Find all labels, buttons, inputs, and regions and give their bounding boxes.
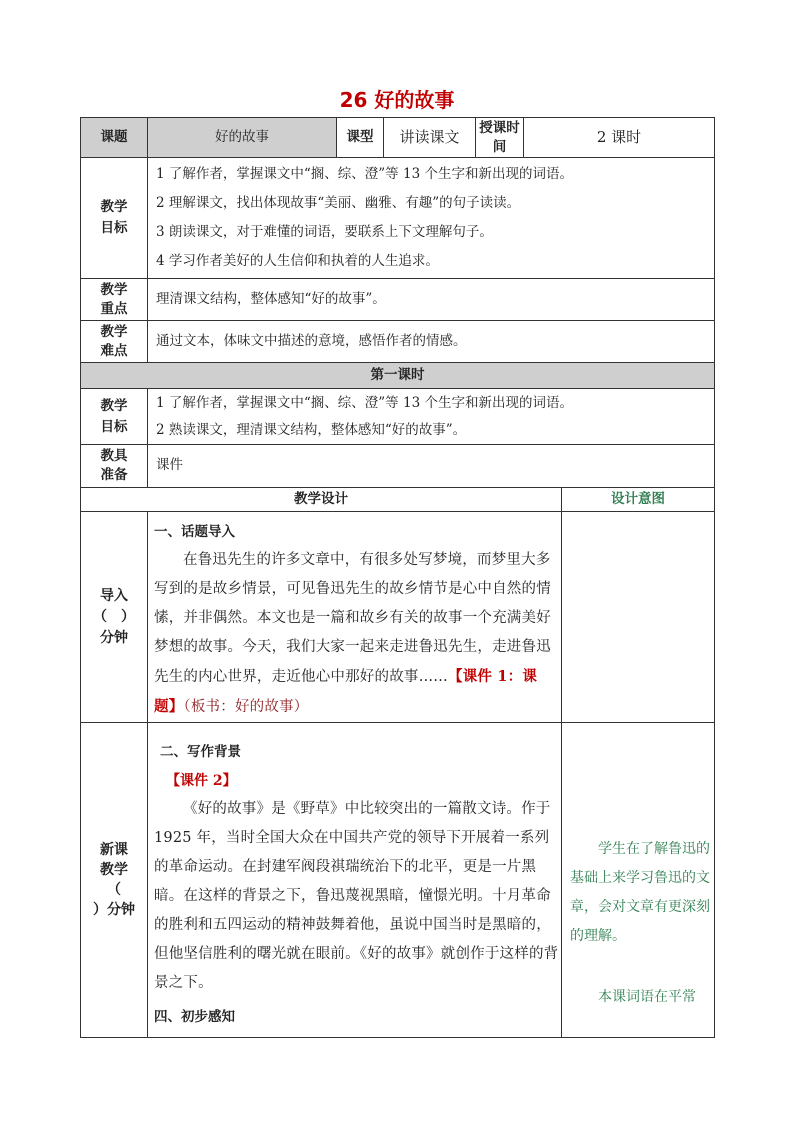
design-label: 教学设计 (81, 488, 562, 512)
intent-label: 设计意图 (562, 488, 715, 512)
new-lesson-label (81, 723, 148, 1038)
lesson-objectives-row (81, 389, 715, 445)
courseware-tag: 【课件 1：课题】 (154, 668, 538, 715)
intent-text: 学生在了解鲁迅的基础上来学习鲁迅的文章，会对文章有更深刻的理解。 (570, 841, 710, 944)
intro-paragraph (154, 546, 557, 722)
tools-row (81, 445, 715, 488)
tools-label: 教具准备 (81, 445, 148, 488)
key-points-label: 教学重点 (81, 279, 148, 321)
new-lesson-row (81, 723, 715, 1038)
courseware-tag: 【课件 2】 (166, 773, 237, 789)
objective-item: 2 理解课文，找出体现故事“美丽、幽雅、有趣”的句子读读。 (156, 195, 521, 211)
type-value: 讲读课文 (384, 118, 476, 158)
difficulties-row (81, 321, 715, 363)
hours-label: 授课时间 (476, 118, 524, 158)
intro-label-line: （ ） (93, 608, 135, 625)
intro-heading: 一、话题导入 (154, 524, 235, 540)
intro-label-line: 导入 (100, 587, 128, 604)
hours-value: 2 课时 (524, 118, 715, 158)
page-title: 26 好的故事 (339, 88, 455, 112)
objectives-list (148, 158, 715, 279)
topic-label: 课题 (81, 118, 148, 158)
intro-text: 在鲁迅先生的许多文章中，有很多处写梦境，而梦里大多写到的是故乡情景，可见鲁迅先生的故乡情节是心中自然的情愫，并非偶然。本文也是一篇和故乡有关的故事一个充满美好梦想的故事。今天，我们大家一起来走进鲁迅先生，走进鲁迅先生的内心世界，走近他心中那好的故事…… (154, 552, 551, 685)
new-label-line: （ (107, 882, 121, 898)
objective-item: 1 了解作者，掌握课文中“搁、综、澄”等 13 个生字和新出现的词语。 (156, 394, 573, 411)
difficulties-text: 通过文本，体味文中描述的意境，感悟作者的情感。 (148, 321, 715, 363)
intent-text-2: 本课词语在平常 (598, 989, 696, 1005)
intro-label (81, 512, 148, 723)
new-label-line: 教学 (100, 862, 128, 878)
key-points-row (81, 279, 715, 321)
objective-item: 1 了解作者，掌握课文中“搁、综、澄”等 13 个生字和新出现的词语。 (156, 166, 573, 182)
lesson-objectives-label: 教学目标 (81, 389, 148, 445)
type-label: 课型 (337, 118, 384, 158)
lesson-heading: 第一课时 (81, 363, 715, 389)
tools-text: 课件 (148, 445, 715, 488)
intro-content (148, 512, 562, 723)
header-row (81, 118, 715, 158)
new-lesson-intent (562, 723, 715, 1038)
new-lesson-clip (154, 737, 559, 1037)
objective-item: 4 学习作者美好的人生信仰和执着的人生追求。 (156, 253, 439, 269)
new-label-line: 新课 (100, 842, 128, 858)
intro-label-line: 分钟 (100, 629, 128, 646)
lesson-heading-row (81, 363, 715, 389)
topic-value: 好的故事 (148, 118, 337, 158)
board-note: （板书：好的故事） (183, 699, 309, 715)
new-label-line: ）分钟 (93, 902, 135, 918)
background-heading: 二、写作背景 (160, 744, 241, 760)
key-points-text: 理清课文结构，整体感知“好的故事”。 (148, 279, 715, 321)
difficulties-label: 教学难点 (81, 321, 148, 363)
intro-intent (562, 512, 715, 723)
design-header-row (81, 488, 715, 512)
lesson-objectives-list (148, 389, 715, 445)
objective-item: 3 朗读课文，对于难懂的词语，要联系上下文理解句子。 (156, 224, 493, 240)
background-paragraph: 《好的故事》是《野草》中比较突出的一篇散文诗。作于 1925 年，当时全国大众在中国共产党的领导下开展着一系列的革命运动。在封建军阀段祺瑞统治下的北平，更是一片黑暗。在这样的背景之下，鲁迅蔑视黑暗，憧憬光明。十月革命的胜利和五四运动的精神鼓舞着他，虽说中国当时是黑暗的，但他坚信胜利的曙光就在眼前。《好的故事》就创作于这样的背景之下。 (154, 801, 559, 991)
new-lesson-content (148, 723, 562, 1038)
objectives-row (81, 158, 715, 279)
perception-heading: 四、初步感知 (154, 1009, 235, 1025)
lesson-plan-table (80, 117, 715, 1038)
intro-row (81, 512, 715, 723)
objectives-label: 教学目标 (81, 158, 148, 279)
objective-item: 2 熟读课文，理清课文结构，整体感知“好的故事”。 (156, 421, 467, 438)
